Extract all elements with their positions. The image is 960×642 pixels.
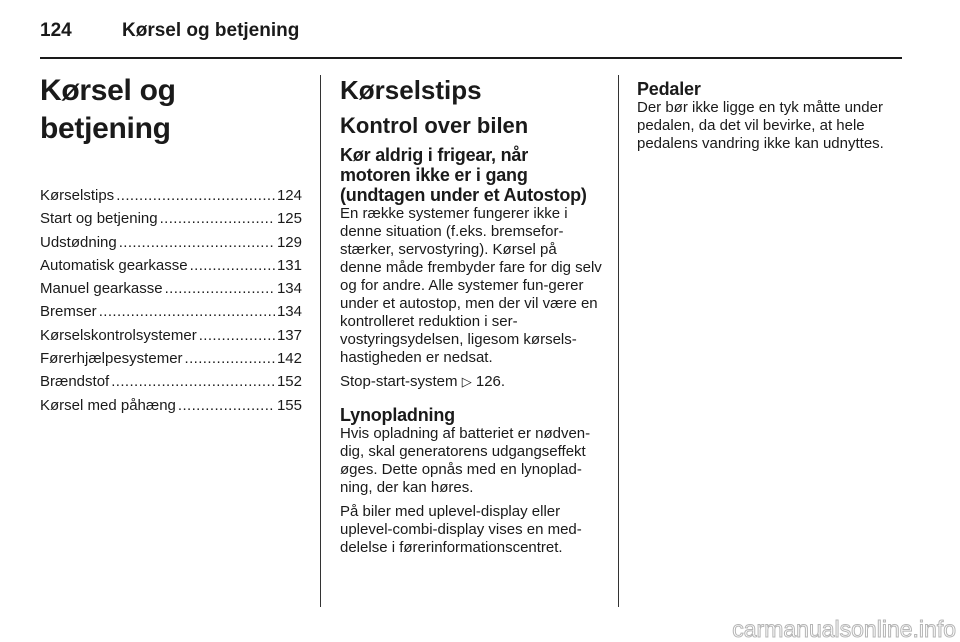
toc-leader-dots (165, 277, 275, 300)
toc-entry-label: Kørselskontrolsystemer (40, 326, 197, 344)
toc-entry-page: 131 (276, 256, 302, 274)
toc-leader-dots (99, 300, 275, 323)
toc-entry-label: Kørsel med påhæng (40, 396, 176, 414)
toc-entry[interactable] (40, 394, 302, 417)
toc-leader-dots (178, 394, 275, 417)
toc-leader-dots (190, 254, 275, 277)
toc-entry[interactable] (40, 300, 302, 323)
toc-leader-dots (160, 207, 275, 230)
toc-entry[interactable] (40, 254, 302, 277)
toc-leader-dots (116, 184, 275, 207)
toc-entry-label: Start og betjening (40, 210, 158, 228)
toc-column (40, 72, 302, 417)
toc-entry[interactable] (40, 277, 302, 300)
cross-reference-label: Stop-start-system (340, 373, 458, 390)
section-title: Kørselstips (340, 75, 482, 105)
main-column (340, 75, 602, 563)
heading-fast-charge: Lynopladning (340, 405, 455, 425)
toc-entry-label: Udstødning (40, 233, 117, 251)
toc-entry-page: 125 (276, 210, 302, 228)
toc-entry-page: 152 (276, 373, 302, 391)
toc-leader-dots (199, 324, 275, 347)
column-divider-right (618, 75, 619, 607)
toc-entry[interactable] (40, 184, 302, 207)
cross-reference-page: 126. (475, 373, 506, 390)
toc-entry-page: 137 (276, 326, 302, 344)
reference-arrow-icon: ▷ (461, 374, 472, 389)
toc-entry-page: 134 (276, 303, 302, 321)
toc-entry-page: 142 (276, 350, 302, 368)
toc-entry-page: 129 (276, 233, 302, 251)
toc-entry-page: 124 (276, 187, 302, 204)
page-number: 124 (40, 20, 72, 41)
right-column (637, 79, 907, 159)
subsection-title: Kontrol over bilen (340, 113, 529, 138)
toc-leader-dots (185, 347, 275, 370)
paragraph-pedals: Der bør ikke ligge en tyk måtte under pedalen, da det vil bevirke, at hele pedalens vandring ikke kan udnyttes. (637, 99, 884, 152)
cross-reference[interactable] (340, 373, 602, 391)
toc-leader-dots (119, 231, 275, 254)
running-header-title: Kørsel og betjening (122, 20, 300, 41)
toc-entry-label: Kørselstips (40, 187, 115, 204)
column-divider-left (320, 75, 321, 607)
toc-entry-label: Manuel gearkasse (40, 280, 163, 298)
toc-entry-label: Brændstof (40, 373, 110, 391)
toc-entry-page: 134 (276, 280, 302, 298)
heading-neutral-gear: Kør aldrig i frigear, når motoren ikke er i gang (undtagen under et Autostop) (340, 145, 587, 205)
toc-entry[interactable] (40, 347, 302, 370)
toc-entry[interactable] (40, 207, 302, 230)
header-rule (40, 57, 902, 59)
chapter-title: Kørsel og betjening (40, 74, 176, 145)
paragraph-systems: En række systemer fungerer ikke i denne situation (f.eks. bremsefor-stærker, servostyring). Kørsel på denne måde frembyder fare for dig selv og for andre. Alle systemer fun-gerer under et autostop, men der vil være en kontrolleret reduktion i ser-vostyringsydelsen, ligesom kørsels-hastigheden er nedsat. (340, 205, 602, 366)
toc-entry-label: Automatisk gearkasse (40, 256, 188, 274)
toc-entry[interactable] (40, 231, 302, 254)
watermark-text: carmanualsonline.info (732, 616, 956, 642)
toc-entry-label: Bremser (40, 303, 97, 321)
heading-pedals: Pedaler (637, 79, 701, 99)
toc-leader-dots (111, 370, 275, 393)
table-of-contents (40, 184, 302, 417)
toc-entry-label: Førerhjælpesystemer (40, 350, 183, 368)
paragraph-display: På biler med uplevel-display eller uplevel-combi-display vises en med-delelse i førerinformationscentret. (340, 503, 582, 556)
toc-entry[interactable] (40, 324, 302, 347)
paragraph-fast-charge: Hvis opladning af batteriet er nødven-dig, skal generatorens udgangseffekt øges. Dette opnås med en lynoplad-ning, der kan høres. (340, 425, 591, 496)
toc-entry-page: 155 (276, 396, 302, 414)
toc-entry[interactable] (40, 370, 302, 393)
